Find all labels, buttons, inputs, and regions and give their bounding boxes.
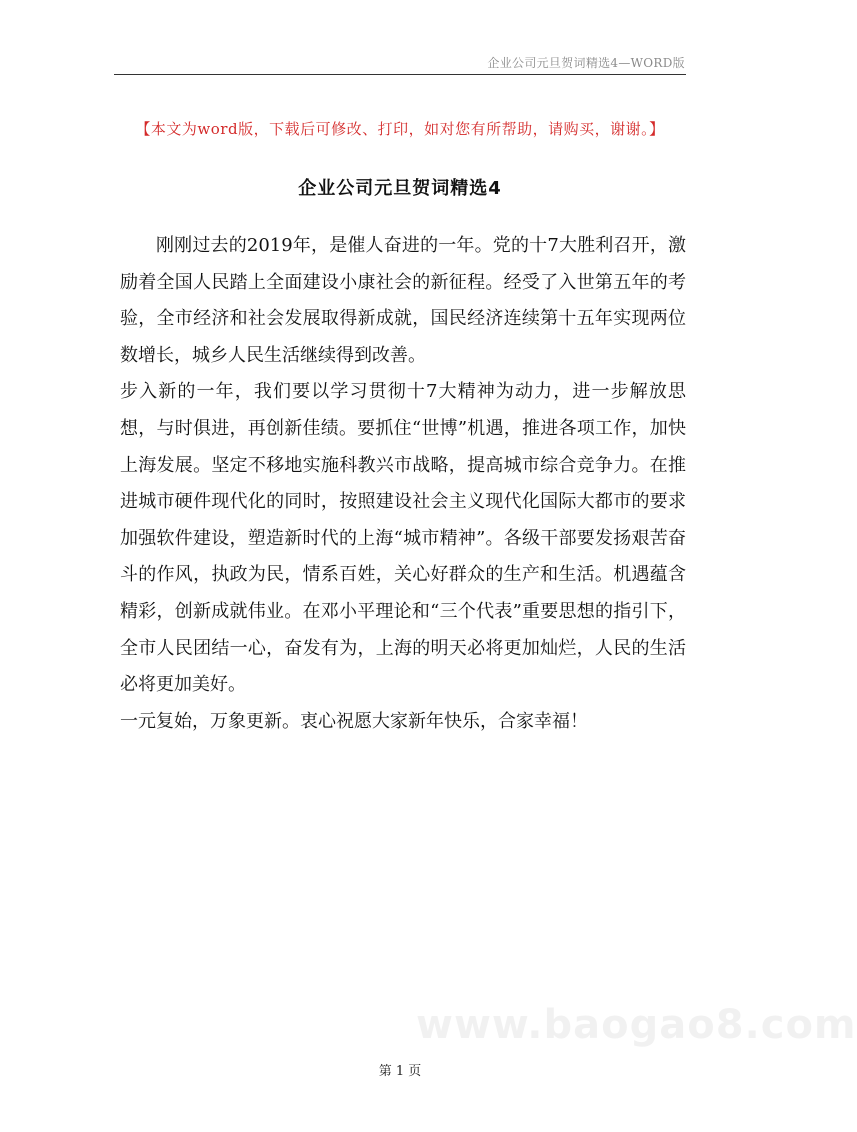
page-number: 第 1 页 — [378, 1064, 422, 1079]
watermark: www.baogao8.com — [416, 1002, 857, 1048]
paragraph-3: 一元复始，万象更新。衷心祝愿大家新年快乐，合家幸福！ — [120, 710, 588, 732]
paragraph-2: 步入新的一年，我们要以学习贯彻十7大精神为动力，进一步解放思想，与时俱进，再创新佳绩。要抓住“世博”机遇，推进各项工作，加快上海发展。坚定不移地实施科教兴市战略，提高城市综合竞争力。在推进城市硬件现代化的同时，按照建设社会主义现代化国际大都市的要求加强软件建设，塑造新时代的上海“城市精神”。各级干部要发扬艰苦奋斗的作风，执政为民，情系百姓，关心好群众的生产和生活。机遇蕴含精彩，创新成就伟业。在邓小平理论和“三个代表”重要思想的指引下，全市人民团结一心，奋发有为，上海的明天必将更加灿烂，人民的生活必将更加美好。 — [120, 381, 686, 696]
header-divider — [114, 74, 686, 75]
page-header: 企业公司元旦贺词精选4—WORD版 — [487, 56, 685, 70]
document-body — [120, 228, 686, 740]
document-title: 企业公司元旦贺词精选4 — [298, 178, 502, 199]
paragraph-1: 刚刚过去的2019年，是催人奋进的一年。党的十7大胜利召开，激励着全国人民踏上全面建设小康社会的新征程。经受了入世第五年的考验，全市经济和社会发展取得新成就，国民经济连续第十五年实现两位数增长，城乡人民生活继续得到改善。 — [120, 235, 686, 366]
download-notice: 【本文为word版，下载后可修改、打印，如对您有所帮助，请购买，谢谢。】 — [135, 120, 665, 138]
